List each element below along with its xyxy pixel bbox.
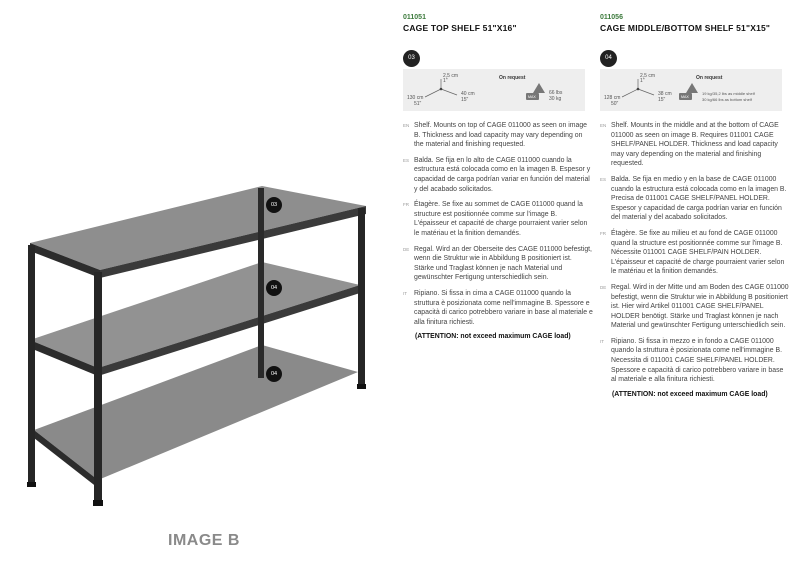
width-cm: 128 cm	[604, 95, 621, 101]
height-cm: 38 cm	[658, 91, 672, 97]
product-number-badge: 03	[403, 50, 420, 67]
load-middle: 19 kg/35,2 lbs as middle shelf	[702, 91, 755, 96]
thickness-cm: 2,5 cm	[443, 73, 459, 79]
max-load-badge: MAX	[528, 95, 536, 99]
on-request-label: On request	[696, 75, 723, 81]
spec-box	[600, 69, 782, 111]
description-it	[600, 337, 790, 385]
product-code: 011051	[403, 14, 426, 21]
product-title: CAGE TOP SHELF 51"X16"	[403, 23, 517, 33]
width-in: 50"	[611, 101, 619, 107]
description-text: Shelf. Mounts in the middle and at the bottom of CAGE 011000 as seen on image B. Requires 011001 CAGE SHELF/PANEL HOLDER. Thickness and load capacity may vary depending on the material and finishing requested.	[611, 122, 779, 168]
thickness-in: 1"	[640, 78, 645, 84]
lang-code: IT	[600, 338, 604, 344]
lang-code: EN	[600, 123, 607, 128]
description-list	[600, 121, 790, 398]
description-es	[600, 175, 790, 223]
description-text: Regal. Wird in der Mitte und am Boden des CAGE 011000 befestigt, wenn die Struktur wie in Abbildung B positioniert ist. Hier wird Artikel 011001 CAGE SHELF/PANEL HOLDER benötigt. Stärke und Traglast können je nach Material und gewünschter Fertigung unterschiedlich sein.	[611, 283, 789, 330]
lang-code: ES	[600, 176, 607, 182]
product-middle-bottom-shelf	[600, 14, 790, 398]
product-code: 011056	[600, 14, 623, 21]
image-caption: IMAGE B	[168, 532, 240, 549]
lang-code: IT	[403, 290, 407, 296]
load-bottom: 30 kg/66 lbs as bottom shelf	[702, 97, 752, 102]
lang-code: FR	[403, 202, 409, 208]
product-title: CAGE MIDDLE/BOTTOM SHELF 51"X15"	[600, 23, 771, 33]
description-en	[403, 121, 593, 150]
height-in: 15"	[461, 97, 469, 103]
description-fr	[403, 200, 593, 238]
description-text: Balda. Se fija en lo alto de CAGE 011000 cuando la estructura está colocada como en la imagen B. Espesor y capacidad de carga podrían variar en función del material y del acabado solicitados.	[414, 156, 591, 193]
thickness-cm: 2,5 cm	[640, 73, 656, 79]
shelf-marker-top: 03	[266, 197, 282, 213]
description-fr	[600, 229, 790, 277]
width-cm: 130 cm	[407, 95, 424, 101]
lang-code: FR	[600, 230, 606, 236]
lang-code: EN	[403, 123, 410, 128]
description-text: Balda. Se fija en medio y en la base de CAGE 011000 cuando la estructura está colocada como en la imagen B. Precisa de 011001 CAGE SHELF/PANEL HOLDER. Espesor y capacidad de carga podrían variar en función del material y del acabado solicitados.	[611, 175, 787, 222]
attention-note: (ATTENTION: not exceed maximum CAGE load)	[415, 333, 571, 341]
on-request-label: On request	[499, 75, 526, 81]
load-lbs: 66 lbs	[549, 90, 563, 96]
description-text: Ripiano. Si fissa in cima a CAGE 011000 quando la struttura è posizionata come nell'immagine B. Spessore e capacità di carico potrebbero variare in base al materiale e alla finitura richiesti.	[414, 289, 593, 326]
lang-code: ES	[403, 157, 410, 163]
height-cm: 40 cm	[461, 91, 475, 97]
description-text: Shelf. Mounts on top of CAGE 011000 as seen on image B. Thickness and load capacity may vary depending on the material and finishing requested.	[414, 122, 588, 149]
product-top-shelf	[403, 14, 593, 340]
description-list	[403, 121, 593, 340]
description-it	[403, 289, 593, 327]
description-es	[403, 156, 593, 194]
shelf-marker-bottom: 04	[266, 366, 282, 382]
lang-code: DE	[403, 246, 410, 252]
spec-box	[403, 69, 585, 111]
description-text: Étagère. Se fixe au milieu et au fond de CAGE 011000 quand la structure est positionnée comme sur l'image B. Nécessite 011001 CAGE SHELF/PAIN HOLDER. L'épaisseur et capacité de charge pourraient varier selon le matériau et la finition demandés.	[611, 229, 785, 276]
description-en	[600, 121, 790, 169]
description-text: Regal. Wird an der Oberseite des CAGE 011000 befestigt, wenn die Struktur wie in Abbildung B positioniert ist. Stärke und Traglast können je nach Material und gewünschter Fertigung unterschiedlich sein.	[414, 245, 592, 282]
load-kg: 30 kg	[549, 96, 562, 102]
max-load-badge: MAX	[681, 95, 689, 99]
shelf-product-photo	[0, 0, 390, 567]
thickness-in: 1"	[443, 78, 448, 84]
description-text: Étagère. Se fixe au sommet de CAGE 011000 quand la structure est positionnée comme sur l'image B. L'épaisseur et capacité de charge pourraient varier selon le matériau et la finition demandés.	[414, 201, 588, 237]
dimension-diagram-icon	[600, 69, 782, 111]
lang-code: DE	[600, 284, 607, 290]
description-de	[600, 283, 790, 331]
shelf-marker-middle: 04	[266, 280, 282, 296]
description-de	[403, 245, 593, 283]
description-text: Ripiano. Si fissa in mezzo e in fondo a CAGE 011000 quando la struttura è posizionata come nell'immagine B. Necessita di 011001 CAGE SHELF/PANEL HOLDER. Spessore e capacità di carico potrebbero variare in base al materiale e alla finitura richiesti.	[611, 337, 784, 384]
product-number-badge: 04	[600, 50, 617, 67]
height-in: 15"	[658, 97, 666, 103]
width-in: 51"	[414, 101, 422, 107]
attention-note: (ATTENTION: not exceed maximum CAGE load)	[612, 390, 768, 398]
